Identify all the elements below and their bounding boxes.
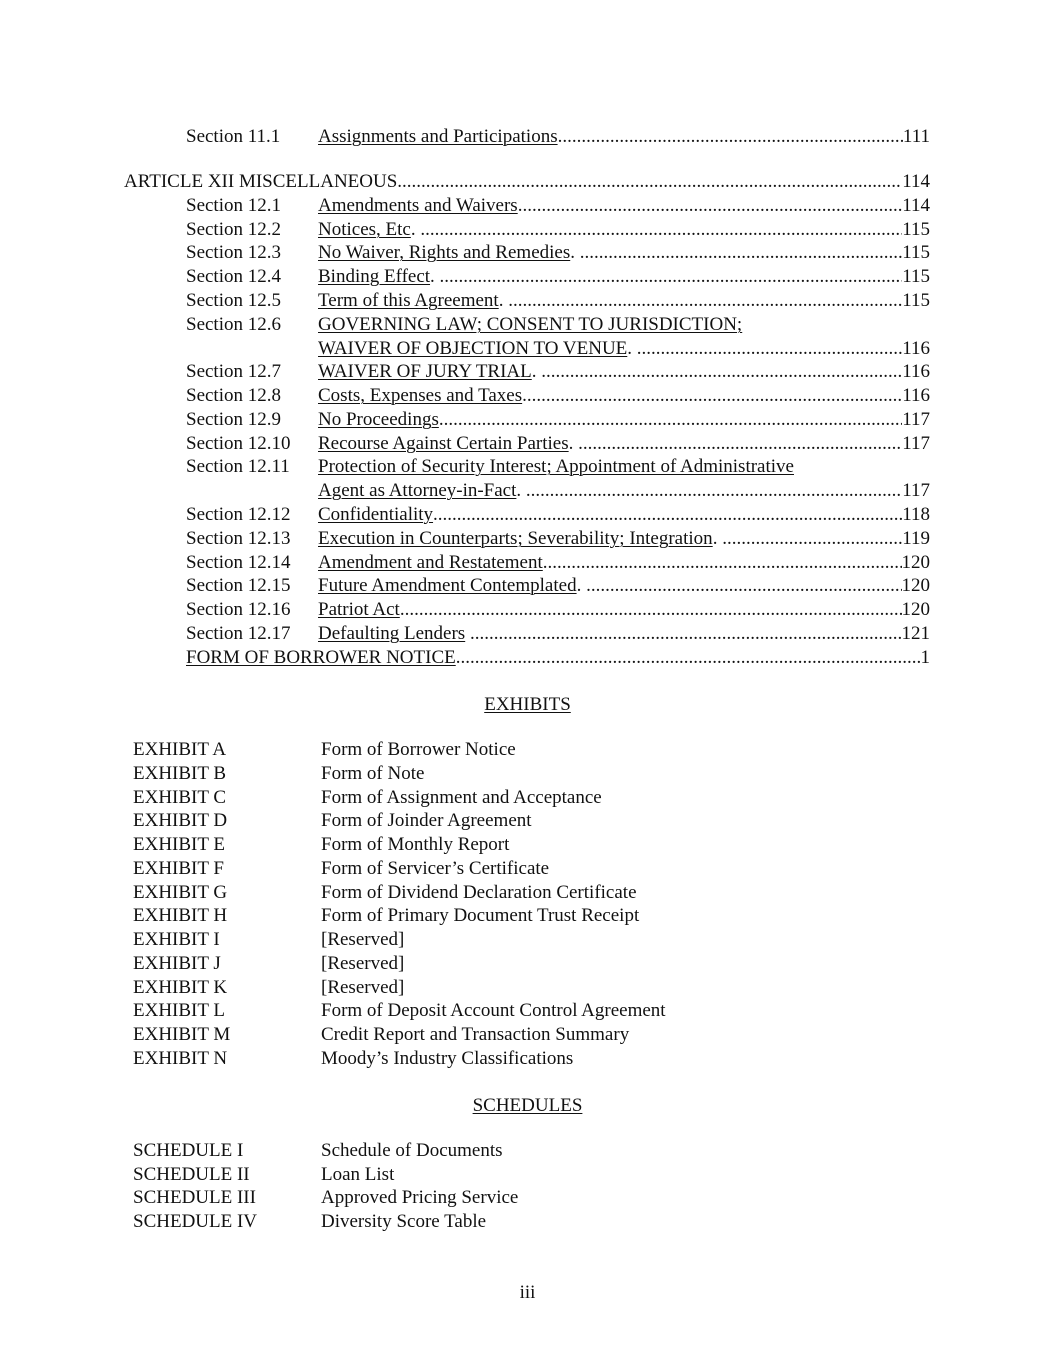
exhibit-key: EXHIBIT N xyxy=(133,1048,228,1069)
toc-section-number: Section 12.4 xyxy=(186,266,281,287)
toc-entry-12-8[interactable] xyxy=(186,384,930,408)
toc-title-tail: . xyxy=(712,528,723,549)
exhibit-value: Form of Note xyxy=(321,763,425,784)
toc-entry-12-12[interactable] xyxy=(186,503,930,527)
toc-leader-dots xyxy=(541,360,902,384)
toc-section-title[interactable]: Execution in Counterparts; Severability; Integration xyxy=(318,528,713,549)
toc-page-number: 120 xyxy=(901,552,930,573)
toc-section-number: Section 12.16 xyxy=(186,599,291,620)
toc-page-number: 117 xyxy=(902,433,930,454)
exhibit-value: [Reserved] xyxy=(321,977,405,998)
toc-section-title[interactable]: Confidentiality xyxy=(318,504,434,525)
toc-form-title[interactable]: FORM OF BORROWER NOTICE xyxy=(186,647,456,668)
exhibit-key: EXHIBIT F xyxy=(133,858,224,879)
page-number: iii xyxy=(519,1282,536,1303)
schedules-heading xyxy=(0,1094,1055,1118)
toc-section-title[interactable]: Binding Effect xyxy=(318,266,431,287)
toc-leader-dots xyxy=(558,125,903,149)
toc-title-tail: . xyxy=(410,219,421,240)
toc-section-title[interactable]: Costs, Expenses and Taxes xyxy=(318,385,523,406)
exhibit-row xyxy=(133,762,833,786)
toc-leader-dots xyxy=(722,527,902,551)
toc-section-title[interactable]: Term of this Agreement xyxy=(318,290,499,311)
exhibit-key: EXHIBIT E xyxy=(133,834,225,855)
schedules-heading-text: SCHEDULES xyxy=(472,1095,583,1116)
toc-leader-dots xyxy=(433,503,902,527)
toc-section-title[interactable]: Recourse Against Certain Parties xyxy=(318,433,569,454)
exhibit-value: Form of Borrower Notice xyxy=(321,739,516,760)
exhibit-value: Form of Dividend Declaration Certificate xyxy=(321,882,637,903)
exhibit-row xyxy=(133,738,833,762)
toc-entry-12-4[interactable] xyxy=(186,265,930,289)
toc-section-number: Section 12.17 xyxy=(186,623,291,644)
toc-entry-12-2[interactable] xyxy=(186,218,930,242)
toc-entry-12-15[interactable] xyxy=(186,574,930,598)
toc-entry-12-17[interactable] xyxy=(186,622,930,646)
toc-page-number: 118 xyxy=(902,504,930,525)
toc-page-number: 114 xyxy=(902,171,930,192)
toc-section-title[interactable]: Amendment and Restatement xyxy=(318,552,543,573)
schedule-value: Schedule of Documents xyxy=(321,1140,503,1161)
toc-section-title[interactable]: Patriot Act xyxy=(318,599,400,620)
exhibit-key: EXHIBIT G xyxy=(133,882,228,903)
toc-page-number: 116 xyxy=(902,338,930,359)
exhibit-row xyxy=(133,952,833,976)
toc-section-title[interactable]: No Waiver, Rights and Remedies xyxy=(318,242,571,263)
exhibit-value: [Reserved] xyxy=(321,929,405,950)
toc-section-title-line1[interactable]: GOVERNING LAW; CONSENT TO JURISDICTION; xyxy=(318,314,743,335)
toc-title-tail: . xyxy=(576,575,587,596)
toc-entry-12-11-cont[interactable] xyxy=(318,479,930,503)
toc-page-number: 121 xyxy=(901,623,930,644)
toc-leader-dots xyxy=(400,598,902,622)
toc-section-title[interactable]: WAIVER OF JURY TRIAL xyxy=(318,361,532,382)
exhibit-key: EXHIBIT C xyxy=(133,787,227,808)
exhibit-key: EXHIBIT B xyxy=(133,763,227,784)
toc-page-number: 117 xyxy=(902,409,930,430)
exhibit-row xyxy=(133,976,833,1000)
toc-section-title-line2[interactable]: WAIVER OF OBJECTION TO VENUE xyxy=(318,338,628,359)
exhibit-row xyxy=(133,999,833,1023)
toc-title-tail: . xyxy=(498,290,509,311)
toc-title-tail: . xyxy=(568,433,579,454)
toc-title-tail: . xyxy=(570,242,580,263)
exhibit-key: EXHIBIT L xyxy=(133,1000,225,1021)
exhibit-key: EXHIBIT I xyxy=(133,929,220,950)
toc-page-number: 115 xyxy=(902,290,930,311)
toc-entry-11-1[interactable] xyxy=(186,125,930,149)
toc-section-title[interactable]: Future Amendment Contemplated xyxy=(318,575,577,596)
toc-entry-12-14[interactable] xyxy=(186,551,930,575)
toc-entry-form-borrower-notice[interactable] xyxy=(186,646,930,670)
exhibit-key: EXHIBIT D xyxy=(133,810,228,831)
toc-leader-dots xyxy=(522,384,902,408)
toc-section-number: Section 12.3 xyxy=(186,242,281,263)
toc-leader-dots xyxy=(440,265,903,289)
toc-section-number: Section 12.14 xyxy=(186,552,291,573)
toc-page-number: 114 xyxy=(902,195,930,216)
exhibit-value: Form of Deposit Account Control Agreement xyxy=(321,1000,666,1021)
toc-entry-12-3[interactable] xyxy=(186,241,930,265)
exhibit-value: Credit Report and Transaction Summary xyxy=(321,1024,630,1045)
toc-article-xii[interactable] xyxy=(124,170,930,194)
toc-page-number: 115 xyxy=(902,242,930,263)
toc-page-number: 111 xyxy=(902,126,930,147)
toc-section-number: Section 11.1 xyxy=(186,126,281,147)
exhibit-row xyxy=(133,786,833,810)
exhibit-row xyxy=(133,1047,833,1071)
exhibit-row xyxy=(133,881,833,905)
toc-entry-12-11[interactable] xyxy=(186,455,930,479)
exhibit-row xyxy=(133,857,833,881)
toc-section-title-line2[interactable]: Agent as Attorney-in-Fact xyxy=(318,480,517,501)
toc-section-number: Section 12.11 xyxy=(186,456,290,477)
toc-entry-12-10[interactable] xyxy=(186,432,930,456)
toc-leader-dots xyxy=(397,170,902,194)
toc-title-tail: . xyxy=(627,338,637,359)
schedule-row xyxy=(133,1139,833,1163)
exhibit-value: Form of Joinder Agreement xyxy=(321,810,532,831)
exhibit-row xyxy=(133,833,833,857)
toc-section-title[interactable]: Assignments and Participations xyxy=(318,126,558,147)
toc-entry-12-5[interactable] xyxy=(186,289,930,313)
exhibit-value: Form of Monthly Report xyxy=(321,834,510,855)
schedule-key: SCHEDULE IV xyxy=(133,1211,258,1232)
toc-entry-12-16[interactable] xyxy=(186,598,930,622)
toc-leader-dots xyxy=(526,479,902,503)
toc-leader-dots xyxy=(470,622,902,646)
schedule-value: Loan List xyxy=(321,1164,395,1185)
toc-entry-12-6[interactable] xyxy=(186,313,930,337)
toc-section-number: Section 12.2 xyxy=(186,219,281,240)
exhibit-value: Form of Primary Document Trust Receipt xyxy=(321,905,640,926)
toc-section-number: Section 12.8 xyxy=(186,385,281,406)
schedule-value: Approved Pricing Service xyxy=(321,1187,519,1208)
toc-section-title[interactable]: No Proceedings xyxy=(318,409,439,430)
toc-section-number: Section 12.6 xyxy=(186,314,281,335)
exhibit-key: EXHIBIT A xyxy=(133,739,227,760)
toc-entry-12-6-cont[interactable] xyxy=(318,337,930,361)
toc-section-title[interactable]: Amendments and Waivers xyxy=(318,195,518,216)
toc-section-number: Section 12.1 xyxy=(186,195,281,216)
exhibit-row xyxy=(133,928,833,952)
exhibit-value: Form of Assignment and Acceptance xyxy=(321,787,602,808)
toc-title-tail: . xyxy=(531,361,542,382)
toc-entry-12-13[interactable] xyxy=(186,527,930,551)
toc-section-title[interactable]: Defaulting Lenders xyxy=(318,623,466,644)
exhibit-row xyxy=(133,904,833,928)
toc-page-number: 116 xyxy=(902,385,930,406)
toc-entry-12-7[interactable] xyxy=(186,360,930,384)
toc-leader-dots xyxy=(578,432,902,456)
exhibit-key: EXHIBIT M xyxy=(133,1024,231,1045)
toc-section-title-line1[interactable]: Protection of Security Interest; Appointment of Administrative xyxy=(318,456,794,477)
toc-leader-dots xyxy=(508,289,902,313)
toc-section-number: Section 12.5 xyxy=(186,290,281,311)
toc-leader-dots xyxy=(543,551,902,575)
exhibit-row xyxy=(133,1023,833,1047)
toc-page-number: 119 xyxy=(902,528,930,549)
toc-section-number: Section 12.15 xyxy=(186,575,291,596)
toc-article-title: ARTICLE XII MISCELLANEOUS xyxy=(124,171,398,192)
toc-entry-12-9[interactable] xyxy=(186,408,930,432)
toc-leader-dots xyxy=(439,408,902,432)
toc-leader-dots xyxy=(637,337,902,361)
toc-page-number: 117 xyxy=(902,480,930,501)
toc-page-number: 120 xyxy=(901,575,930,596)
schedule-row xyxy=(133,1163,833,1187)
toc-leader-dots xyxy=(580,241,902,265)
schedule-row xyxy=(133,1186,833,1210)
toc-page-number: 115 xyxy=(902,266,930,287)
schedule-row xyxy=(133,1210,833,1234)
toc-page-number: 116 xyxy=(902,361,930,382)
exhibit-value: Moody’s Industry Classifications xyxy=(321,1048,574,1069)
schedule-key: SCHEDULE I xyxy=(133,1140,244,1161)
exhibits-heading xyxy=(0,693,1055,717)
exhibits-heading-text: EXHIBITS xyxy=(484,694,571,715)
exhibit-value: Form of Servicer’s Certificate xyxy=(321,858,550,879)
toc-page-number: 120 xyxy=(901,599,930,620)
toc-section-title[interactable]: Notices, Etc xyxy=(318,219,411,240)
schedule-value: Diversity Score Table xyxy=(321,1211,487,1232)
toc-title-tail: . xyxy=(516,480,526,501)
exhibit-value: [Reserved] xyxy=(321,953,405,974)
toc-page-number: 1 xyxy=(920,647,930,668)
toc-leader-dots xyxy=(456,646,921,670)
toc-page-number: 115 xyxy=(902,219,930,240)
toc-section-number: Section 12.9 xyxy=(186,409,281,430)
toc-leader-dots xyxy=(586,574,901,598)
exhibit-key: EXHIBIT J xyxy=(133,953,221,974)
schedule-key: SCHEDULE II xyxy=(133,1164,250,1185)
toc-section-number: Section 12.10 xyxy=(186,433,291,454)
toc-title-tail: . xyxy=(430,266,440,287)
toc-section-number: Section 12.13 xyxy=(186,528,291,549)
exhibit-key: EXHIBIT K xyxy=(133,977,228,998)
exhibit-key: EXHIBIT H xyxy=(133,905,228,926)
schedule-key: SCHEDULE III xyxy=(133,1187,256,1208)
toc-section-number: Section 12.7 xyxy=(186,361,281,382)
exhibit-row xyxy=(133,809,833,833)
toc-leader-dots xyxy=(518,194,903,218)
toc-entry-12-1[interactable] xyxy=(186,194,930,218)
toc-leader-dots xyxy=(420,218,902,242)
toc-section-number: Section 12.12 xyxy=(186,504,291,525)
